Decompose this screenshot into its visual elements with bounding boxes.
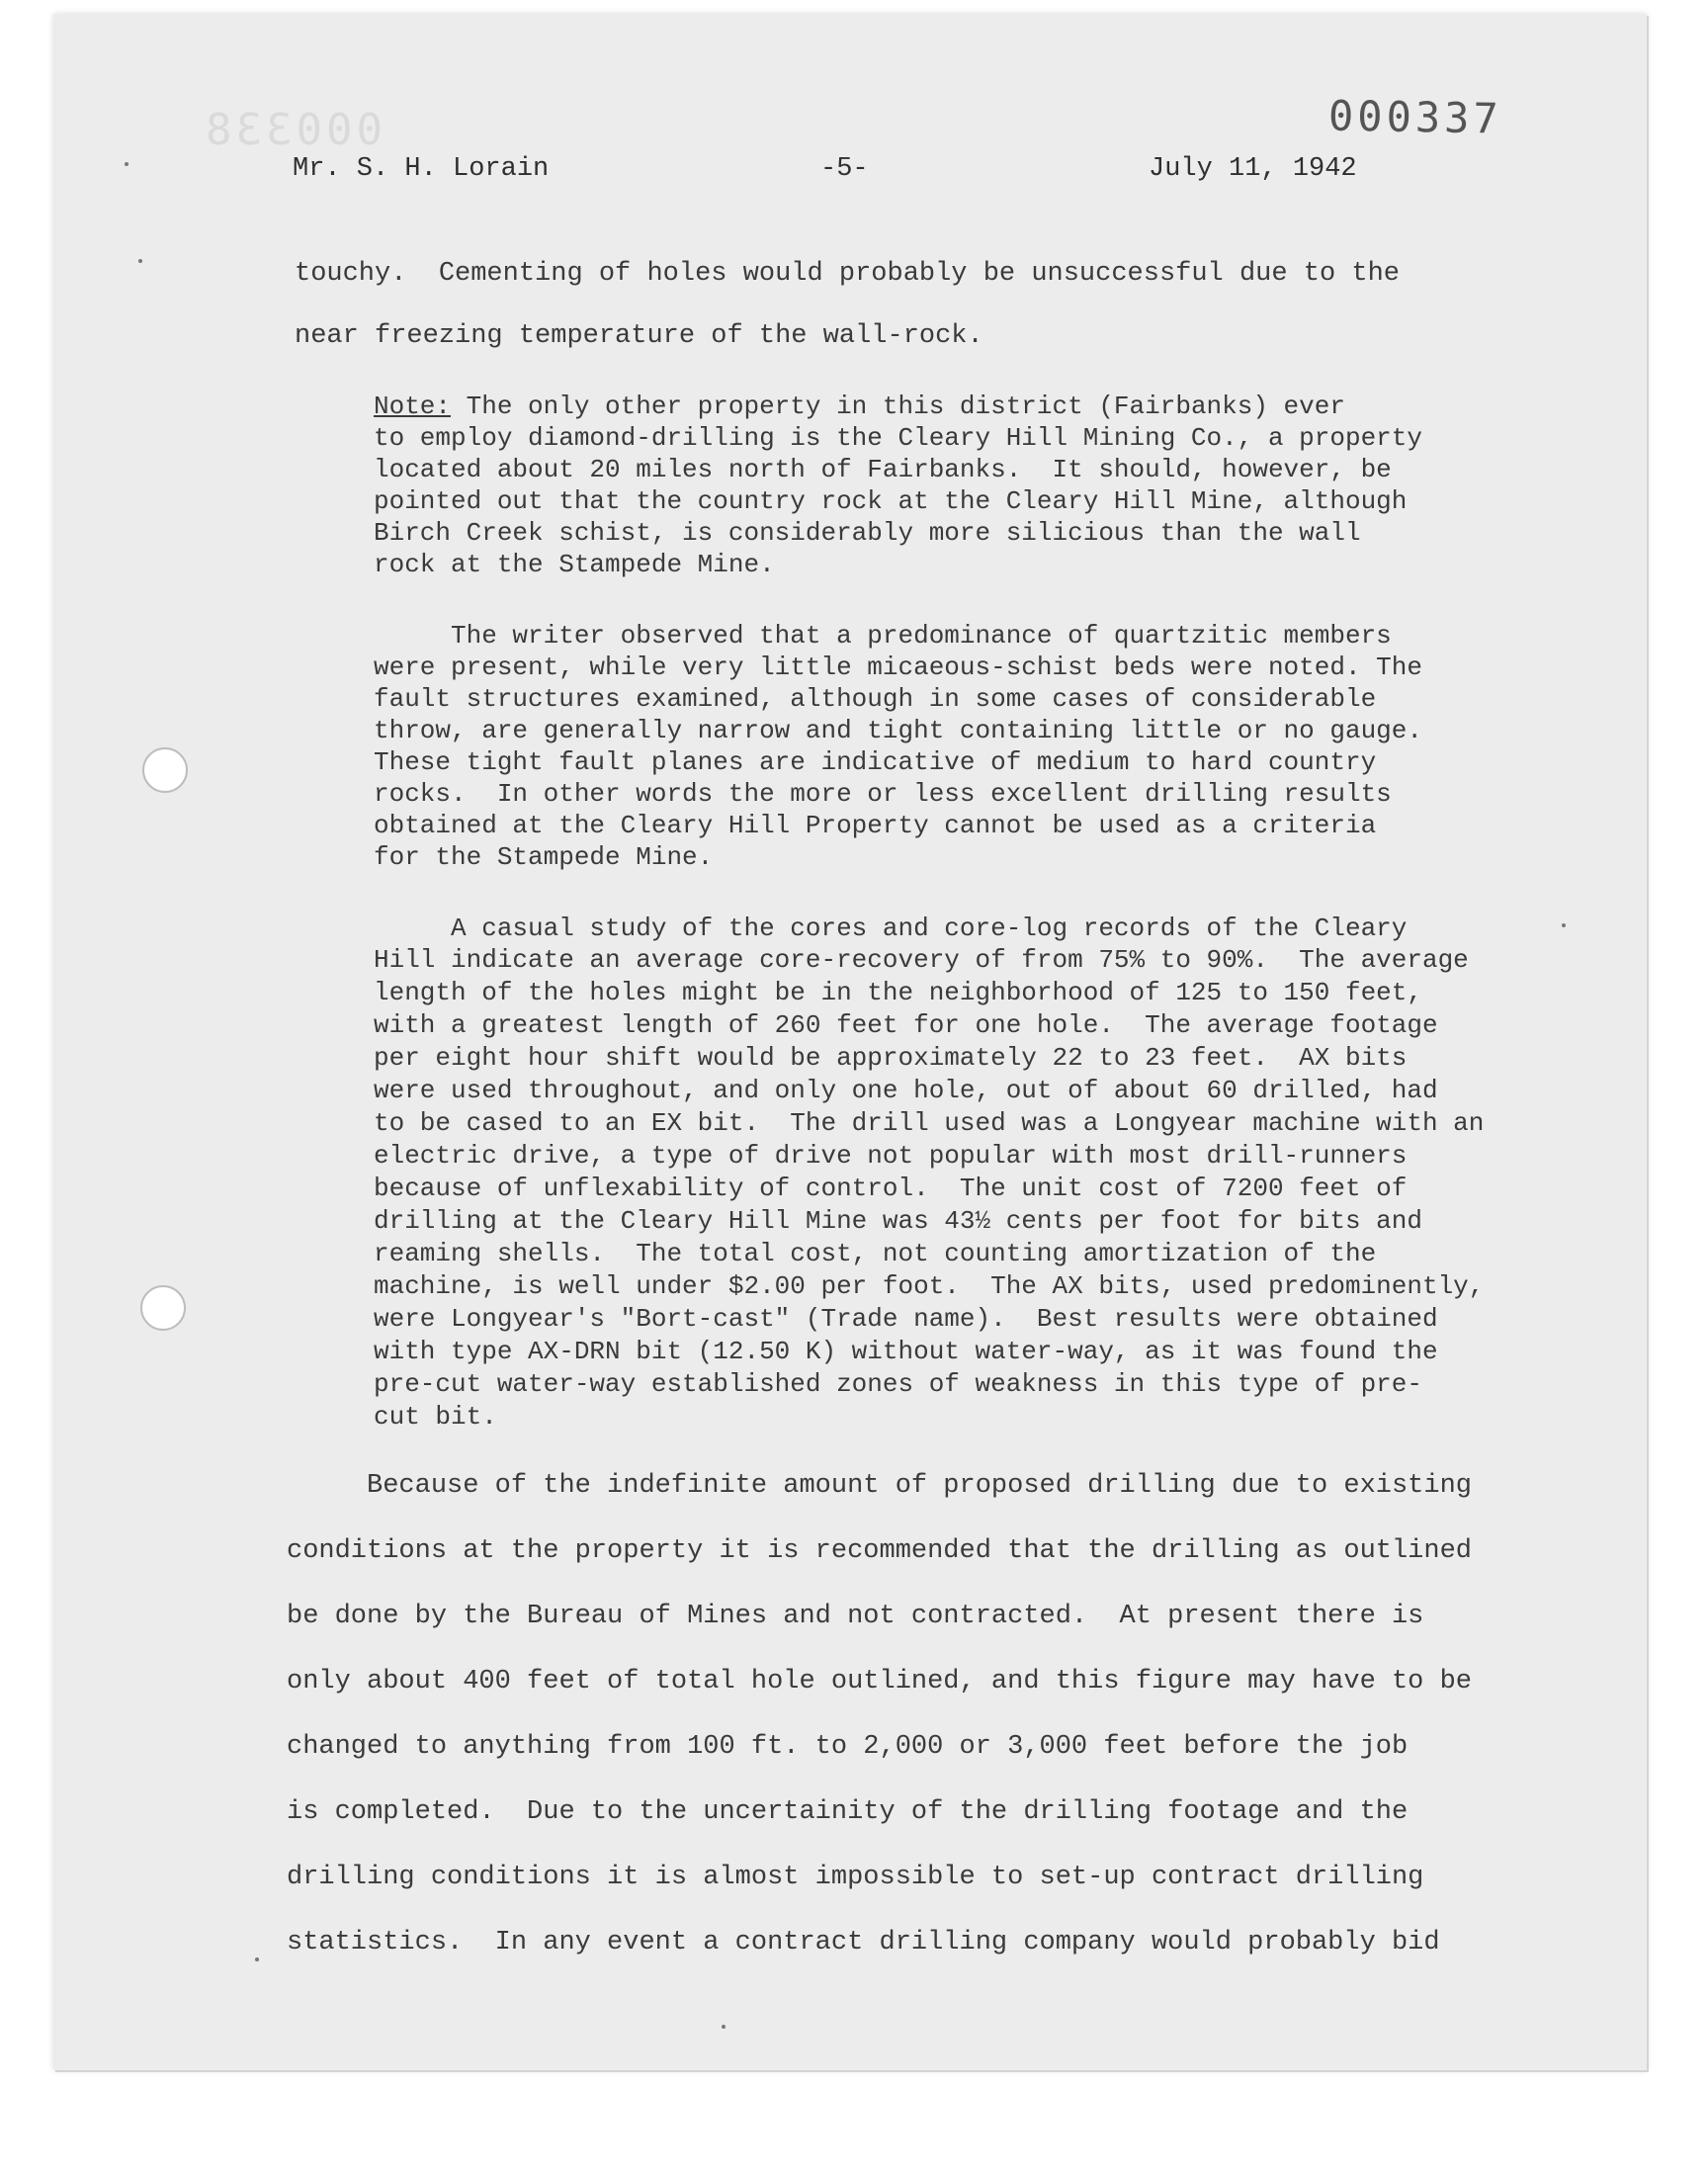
closing-paragraph-line: statistics. In any event a contract drilling company would probably bid xyxy=(287,1928,1440,1958)
study-paragraph-line: pre-cut water-way established zones of weakness in this type of pre- xyxy=(374,1369,1422,1399)
binder-punch-hole xyxy=(142,747,188,793)
writer-paragraph-line: for the Stampede Mine. xyxy=(374,842,714,872)
note-line: to employ diamond-drilling is the Cleary Hill Mining Co., a property xyxy=(374,423,1422,453)
study-paragraph-line: were used throughout, and only one hole, out of about 60 drilled, had xyxy=(374,1076,1438,1105)
note-line: located about 20 miles north of Fairbanks. It should, however, be xyxy=(374,455,1392,484)
writer-paragraph-line: These tight fault planes are indicative of medium to hard country xyxy=(374,747,1377,777)
note-label: Note: xyxy=(374,392,452,421)
intro-line: touchy. Cementing of holes would probably be unsuccessful due to the xyxy=(295,259,1400,289)
scan-speck xyxy=(138,259,142,263)
study-paragraph-line: to be cased to an EX bit. The drill used was a Longyear machine with an xyxy=(374,1108,1485,1138)
study-paragraph-line: reaming shells. The total cost, not counting amortization of the xyxy=(374,1239,1377,1268)
scan-speck xyxy=(722,2025,726,2029)
closing-paragraph-line: drilling conditions it is almost impossible to set-up contract drilling xyxy=(287,1863,1424,1892)
study-paragraph-line: cut bit. xyxy=(374,1402,497,1432)
writer-paragraph-line: rocks. In other words the more or less excellent drilling results xyxy=(374,779,1392,809)
study-paragraph-line: because of unflexability of control. The unit cost of 7200 feet of xyxy=(374,1174,1408,1203)
scan-speck xyxy=(1562,923,1566,927)
writer-paragraph-line: obtained at the Cleary Hill Property cannot be used as a criteria xyxy=(374,811,1377,840)
closing-paragraph-line: be done by the Bureau of Mines and not contracted. At present there is xyxy=(287,1602,1424,1631)
study-paragraph-line: were Longyear's "Bort-cast" (Trade name). Best results were obtained xyxy=(374,1304,1438,1334)
note-first-line xyxy=(374,392,1345,421)
recipient-name: Mr. S. H. Lorain xyxy=(293,154,550,184)
study-paragraph-line: electric drive, a type of drive not popular with most drill-runners xyxy=(374,1141,1408,1171)
scan-speck xyxy=(125,162,128,166)
note-line: pointed out that the country rock at the Cleary Hill Mine, although xyxy=(374,486,1408,516)
closing-paragraph-line: Because of the indefinite amount of proposed drilling due to existing xyxy=(287,1471,1472,1501)
note-line-rest: The only other property in this district (Fairbanks) ever xyxy=(451,392,1345,421)
faded-bleed-through-stamp: 000338 xyxy=(202,105,383,155)
writer-paragraph-line: throw, are generally narrow and tight containing little or no gauge. xyxy=(374,716,1422,745)
scan-speck xyxy=(255,1958,259,1961)
writer-paragraph-line: fault structures examined, although in some cases of considerable xyxy=(374,684,1377,714)
note-line: Birch Creek schist, is considerably more silicious than the wall xyxy=(374,518,1361,548)
study-paragraph-line: with type AX-DRN bit (12.50 K) without water-way, as it was found the xyxy=(374,1337,1438,1366)
note-line: rock at the Stampede Mine. xyxy=(374,550,775,579)
writer-paragraph-line: were present, while very little micaeous-schist beds were noted. The xyxy=(374,652,1422,682)
intro-line: near freezing temperature of the wall-rock. xyxy=(295,321,983,351)
study-paragraph-line: with a greatest length of 260 feet for one hole. The average footage xyxy=(374,1010,1438,1040)
binder-punch-hole xyxy=(140,1285,186,1331)
page-number-stamp: 000337 xyxy=(1327,91,1503,143)
closing-paragraph-line: is completed. Due to the uncertainity of the drilling footage and the xyxy=(287,1797,1409,1827)
study-paragraph-line: drilling at the Cleary Hill Mine was 43½ cents per foot for bits and xyxy=(374,1206,1422,1236)
study-paragraph-line: per eight hour shift would be approximately 22 to 23 feet. AX bits xyxy=(374,1043,1408,1073)
study-paragraph-line: machine, is well under $2.00 per foot. The AX bits, used predominently, xyxy=(374,1271,1485,1301)
closing-paragraph-line: changed to anything from 100 ft. to 2,000 or 3,000 feet before the job xyxy=(287,1732,1409,1762)
study-paragraph-line: Hill indicate an average core-recovery of from 75% to 90%. The average xyxy=(374,945,1469,975)
letter-date: July 11, 1942 xyxy=(1149,154,1357,184)
closing-paragraph-line: only about 400 feet of total hole outlined, and this figure may have to be xyxy=(287,1667,1472,1696)
page-indicator: -5- xyxy=(820,154,869,184)
study-paragraph-line: length of the holes might be in the neighborhood of 125 to 150 feet, xyxy=(374,978,1422,1007)
writer-paragraph-line: The writer observed that a predominance of quartzitic members xyxy=(374,621,1392,651)
study-paragraph-line: A casual study of the cores and core-log records of the Cleary xyxy=(374,914,1408,943)
closing-paragraph-line: conditions at the property it is recommended that the drilling as outlined xyxy=(287,1536,1472,1566)
